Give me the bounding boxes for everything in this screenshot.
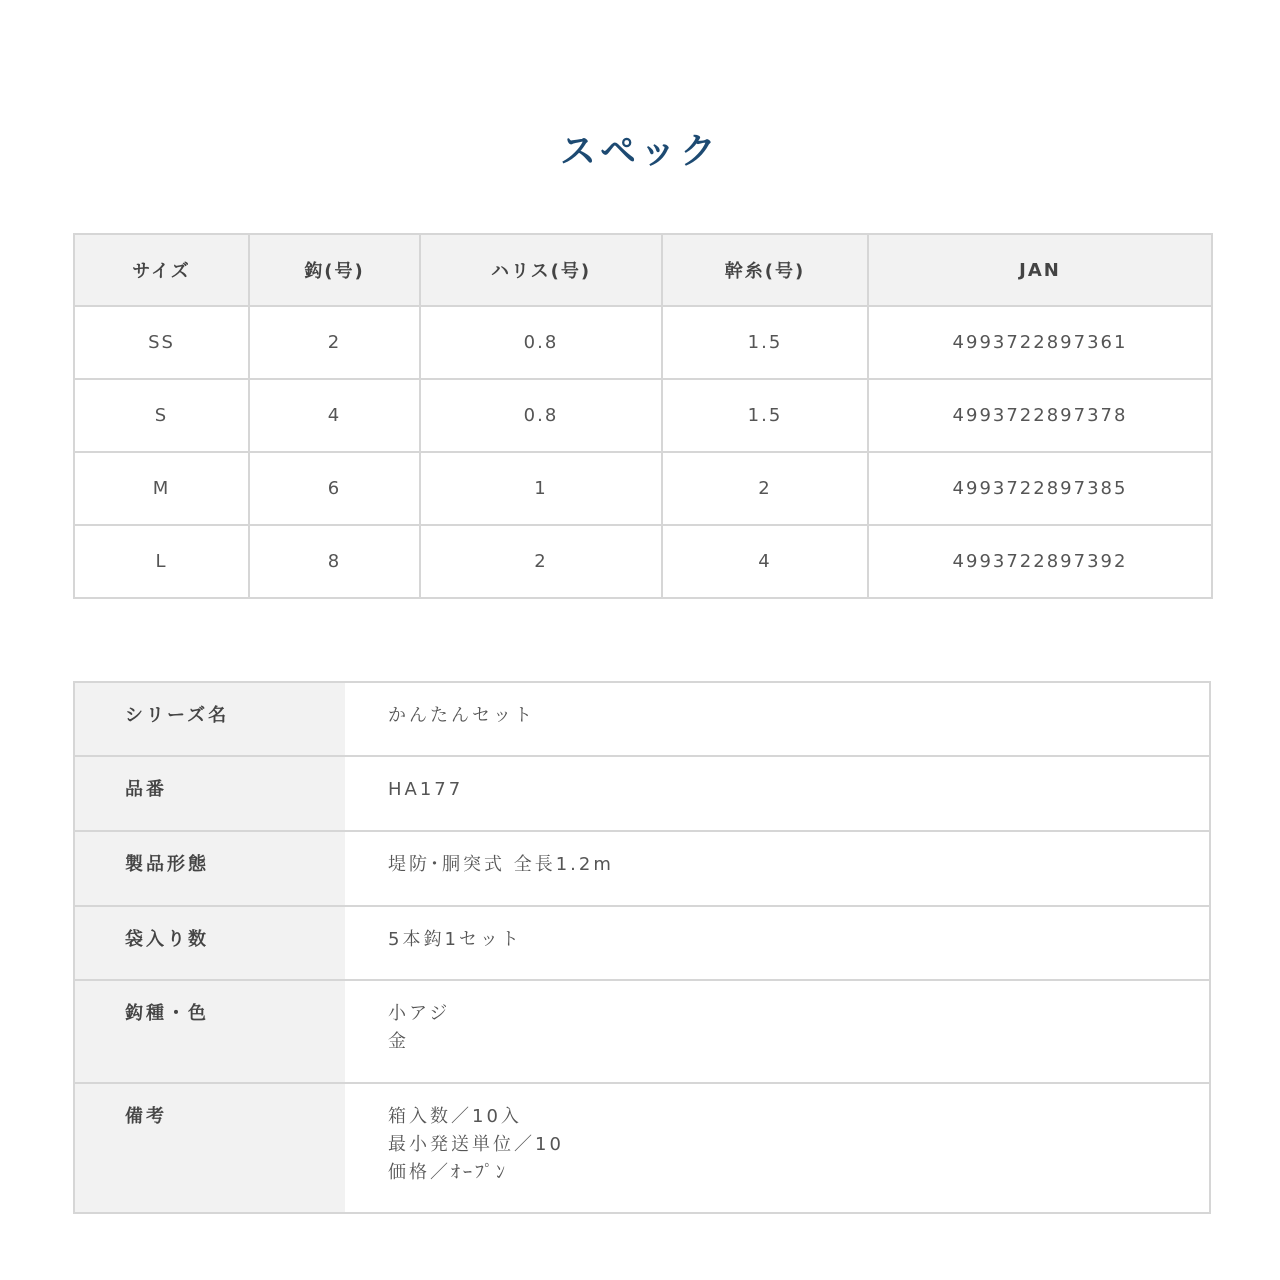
info-value <box>345 682 1210 756</box>
info-value-line: 堤防･胴突式 全長1.2m <box>388 854 614 875</box>
info-label: 鈎種・色 <box>74 980 345 1083</box>
table-row <box>74 452 1212 525</box>
page-title: スペック <box>559 131 720 172</box>
cell-jan: 4993722897392 <box>868 525 1212 598</box>
cell-harris: 1 <box>420 452 662 525</box>
info-value <box>345 756 1210 831</box>
info-row-remarks <box>74 1083 1210 1213</box>
cell-size: S <box>74 379 249 452</box>
header-size: サイズ <box>74 234 249 306</box>
info-value-line: 最小発送単位／10 <box>388 1134 564 1155</box>
header-hook: 鈎(号) <box>249 234 420 306</box>
info-value <box>345 831 1210 906</box>
cell-jan: 4993722897385 <box>868 452 1212 525</box>
cell-jan: 4993722897378 <box>868 379 1212 452</box>
info-label: 品番 <box>74 756 345 831</box>
cell-size: SS <box>74 306 249 379</box>
info-value-line: 箱入数／10入 <box>388 1106 522 1127</box>
info-label: 袋入り数 <box>74 906 345 980</box>
info-value-line: HA177 <box>388 779 464 800</box>
spec-table <box>73 233 1213 599</box>
info-value-line: 小アジ <box>388 1003 451 1024</box>
info-row-part-number <box>74 756 1210 831</box>
table-row <box>74 306 1212 379</box>
cell-harris: 2 <box>420 525 662 598</box>
header-mainline: 幹糸(号) <box>662 234 868 306</box>
table-row <box>74 525 1212 598</box>
header-harris: ハリス(号) <box>420 234 662 306</box>
cell-size: M <box>74 452 249 525</box>
info-row-pack-count <box>74 906 1210 980</box>
cell-hook: 2 <box>249 306 420 379</box>
header-jan: JAN <box>868 234 1212 306</box>
cell-mainline: 2 <box>662 452 868 525</box>
cell-harris: 0.8 <box>420 379 662 452</box>
product-info-table <box>73 681 1211 1214</box>
spec-header-row <box>74 234 1212 306</box>
cell-size: L <box>74 525 249 598</box>
cell-hook: 4 <box>249 379 420 452</box>
info-label: シリーズ名 <box>74 682 345 756</box>
cell-hook: 6 <box>249 452 420 525</box>
cell-hook: 8 <box>249 525 420 598</box>
info-row-product-form <box>74 831 1210 906</box>
info-label: 製品形態 <box>74 831 345 906</box>
cell-harris: 0.8 <box>420 306 662 379</box>
table-row <box>74 379 1212 452</box>
info-value <box>345 906 1210 980</box>
info-label: 備考 <box>74 1083 345 1213</box>
info-value-line: 金 <box>388 1031 409 1052</box>
info-value <box>345 1083 1210 1213</box>
cell-mainline: 1.5 <box>662 306 868 379</box>
info-value-line: 5本鈎1セット <box>388 929 522 950</box>
cell-mainline: 1.5 <box>662 379 868 452</box>
cell-mainline: 4 <box>662 525 868 598</box>
info-value <box>345 980 1210 1083</box>
info-value-line: かんたんセット <box>388 705 535 726</box>
info-row-hook-type-color <box>74 980 1210 1083</box>
info-row-series <box>74 682 1210 756</box>
cell-jan: 4993722897361 <box>868 306 1212 379</box>
info-value-line: 価格／ｵｰﾌﾟﾝ <box>388 1162 508 1183</box>
